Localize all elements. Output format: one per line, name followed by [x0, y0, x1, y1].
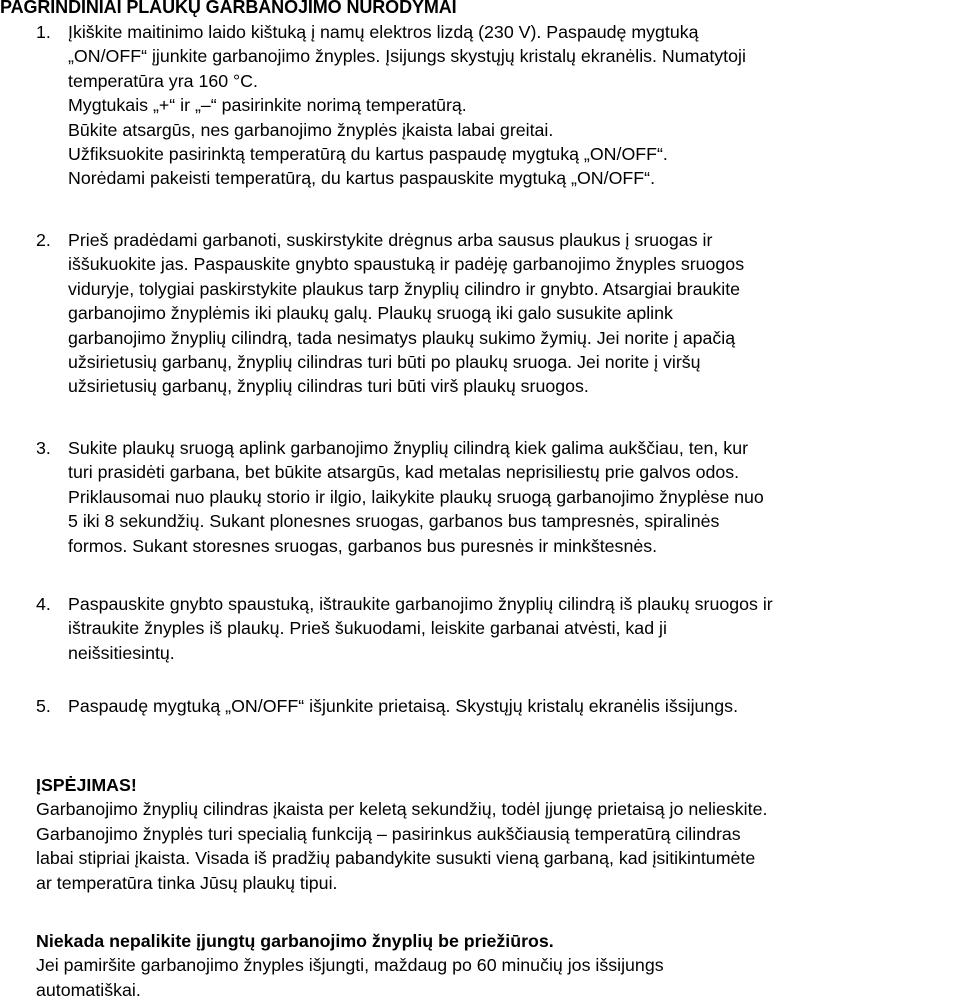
- step-number: 1.: [36, 22, 51, 42]
- text-line: užsirietusių garbanų, žnyplių cilindras turi būti virš plaukų sruogos.: [68, 376, 589, 397]
- document-title: PAGRINDINIAI PLAUKŲ GARBANOJIMO NURODYMAI: [0, 0, 457, 17]
- text-line: iššukuokite jas. Paspauskite gnybto spaustuką ir padėję garbanojimo žnyples sruogos: [68, 254, 745, 275]
- text-line: ištraukite žnyples iš plaukų. Prieš šukuodami, leiskite garbanai atvėsti, kad ji: [68, 618, 667, 639]
- text-line: Jei pamiršite garbanojimo žnyples išjungti, maždaug po 60 minučių jos išsijungs: [36, 955, 664, 976]
- text-line: ar temperatūra tinka Jūsų plaukų tipui.: [36, 872, 338, 893]
- text-line: Priklausomai nuo plaukų storio ir ilgio, laikykite plaukų sruogą garbanojimo žnyplėse nuo: [68, 486, 764, 507]
- text-line: „ON/OFF“ įjunkite garbanojimo žnyples. Įsijungs skystųjų kristalų ekranėlis. Numatytoji: [68, 46, 746, 67]
- text-line: Garbanojimo žnyplių cilindras įkaista per keletą sekundžių, todėl įjungę prietaisą jo nelieskite.: [36, 799, 768, 820]
- text-line: temperatūra yra 160 °C.: [68, 70, 258, 91]
- step-number: 3.: [36, 438, 51, 458]
- text-line: labai stipriai įkaista. Visada iš pradžių pabandykite susukti vieną garbaną, kad įsitikintumėte: [36, 848, 756, 869]
- text-line: garbanojimo žnyplėmis iki plaukų galų. Plaukų sruogą iki galo susukite aplink: [68, 303, 673, 324]
- text-line: užsirietusių garbanų, žnyplių cilindras turi būti po plaukų sruoga. Jei norite į viršų: [68, 351, 701, 372]
- text-line: formos. Sukant storesnes sruogas, garbanos bus puresnės ir minkštesnės.: [68, 535, 658, 556]
- text-line: 5 iki 8 sekundžių. Sukant plonesnes sruogas, garbanos bus tampresnės, spiralinės: [68, 511, 720, 532]
- step-number: 2.: [36, 230, 51, 250]
- warning-heading: ĮSPĖJIMAS!: [36, 775, 137, 795]
- step-text: [68, 228, 744, 399]
- text-line: turi prasidėti garbana, bet būkite atsargūs, kad metalas neprisiliestų prie galvos odos.: [68, 462, 740, 483]
- text-line: Būkite atsargūs, nes garbanojimo žnyplės įkaista labai greitai.: [68, 119, 554, 140]
- text-line: Mygtukais „+“ ir „–“ pasirinkite norimą temperatūrą.: [68, 95, 467, 116]
- text-line: Norėdami pakeisti temperatūrą, du kartus paspauskite mygtuką „ON/OFF“.: [68, 168, 656, 189]
- step-text: [68, 694, 738, 718]
- step-text: [68, 20, 746, 191]
- text-line: Paspaudę mygtuką „ON/OFF“ išjunkite prietaisą. Skystųjų kristalų ekranėlis išsijungs.: [68, 696, 739, 716]
- step-number: 4.: [36, 594, 51, 614]
- note-section: [36, 929, 960, 1002]
- text-line: neišsitiesintų.: [68, 642, 175, 663]
- text-line: Užfiksuokite pasirinktą temperatūrą du kartus paspaudę mygtuką „ON/OFF“.: [68, 143, 668, 164]
- text-line: garbanojimo žnyplių cilindrą, tada nesimatys plaukų sukimo žymių. Jei norite į apačią: [68, 327, 736, 348]
- text-line: Garbanojimo žnyplės turi specialią funkciją – pasirinkus aukščiausią temperatūrą cilindras: [36, 823, 741, 844]
- note-heading: Niekada nepalikite įjungtų garbanojimo žnyplių be priežiūros.: [36, 931, 554, 951]
- step-text: [68, 436, 764, 558]
- step-text: [68, 592, 773, 665]
- warning-section: [36, 773, 960, 895]
- text-line: viduryje, tolygiai paskirstykite plaukus tarp žnyplių cilindro ir gnybto. Atsargiai braukite: [68, 278, 741, 299]
- text-line: Sukite plaukų sruogą aplink garbanojimo žnyplių cilindrą kiek galima aukščiau, ten, kur: [68, 438, 749, 458]
- step-number: 5.: [36, 696, 51, 716]
- text-line: Paspauskite gnybto spaustuką, ištraukite garbanojimo žnyplių cilindrą iš plaukų sruogos ir: [68, 594, 773, 614]
- text-line: automatiškai.: [36, 979, 141, 1000]
- text-line: Įkiškite maitinimo laido kištuką į namų elektros lizdą (230 V). Paspaudę mygtuką: [68, 22, 699, 42]
- text-line: Prieš pradėdami garbanoti, suskirstykite drėgnus arba sausus plaukus į sruogas ir: [68, 230, 713, 250]
